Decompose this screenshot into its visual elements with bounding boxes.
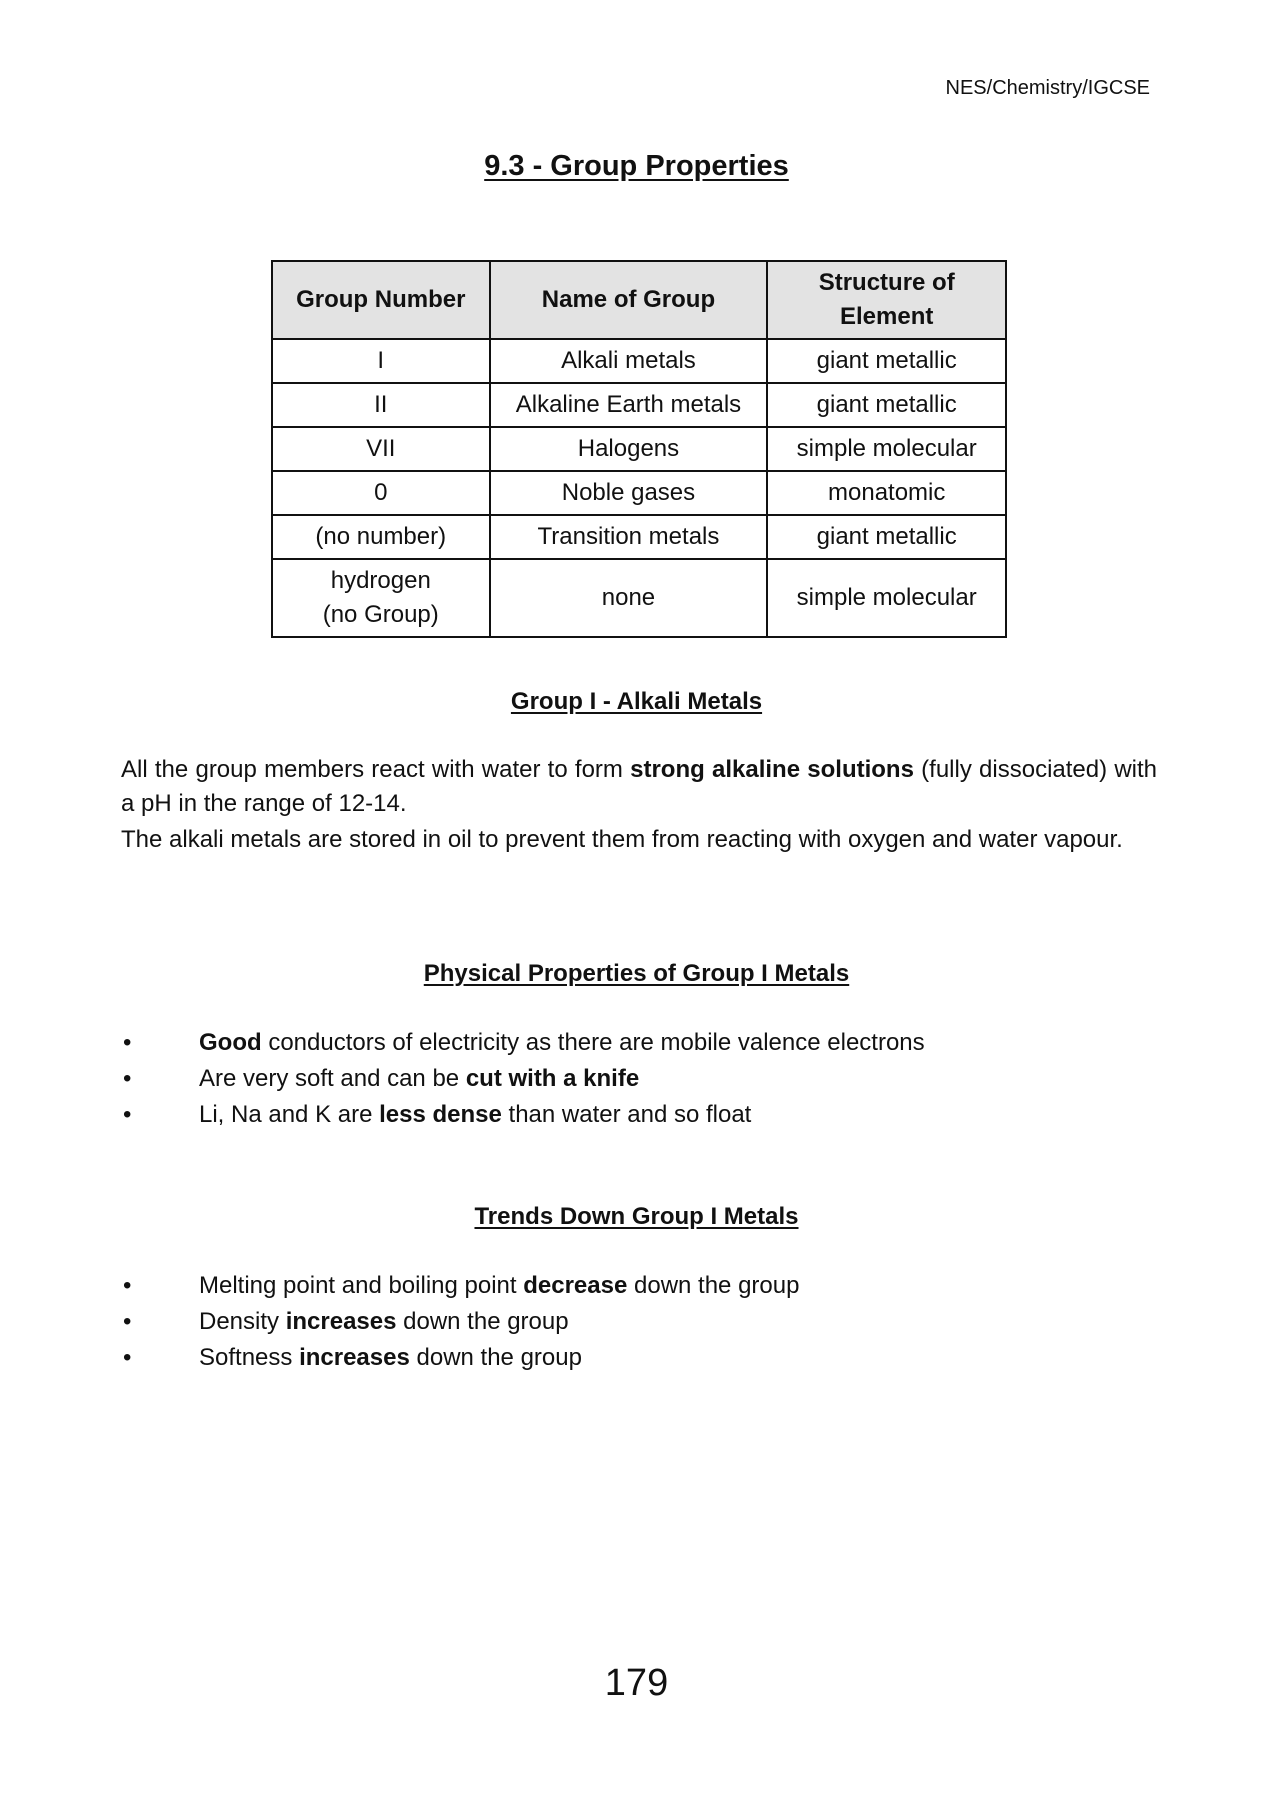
page-title: 9.3 - Group Properties: [484, 150, 789, 182]
trends-list: [121, 1268, 1157, 1376]
paragraph-storage: The alkali metals are stored in oil to prevent them from reacting with oxygen and water vapour.: [121, 826, 1123, 853]
bold-text: increases: [299, 1344, 410, 1371]
table-cell: hydrogen (no Group): [272, 559, 490, 637]
bullet-icon: •: [123, 1272, 132, 1299]
bold-text: increases: [285, 1308, 397, 1335]
section-heading-trends: Trends Down Group I Metals: [474, 1203, 799, 1230]
text-run: down the group: [627, 1272, 800, 1299]
text-run: Are very soft and can be: [199, 1065, 466, 1092]
bullet-icon: •: [123, 1029, 132, 1056]
table-cell: I: [272, 339, 490, 383]
table-row: [272, 559, 1006, 637]
page-number: 179: [604, 1662, 669, 1704]
table-cell: Alkali metals: [490, 339, 768, 383]
bold-text: decrease: [523, 1272, 628, 1299]
list-item: [121, 1268, 1157, 1304]
text-run: All the group members react with water to form: [121, 756, 631, 783]
list-item: [121, 1025, 1157, 1061]
text-run: down the group: [409, 1344, 582, 1371]
bold-text: strong alkaline solutions: [630, 756, 914, 783]
list-item: [121, 1340, 1157, 1376]
table-cell: (no number): [272, 515, 490, 559]
bullet-icon: •: [123, 1344, 132, 1371]
table-cell: none: [490, 559, 768, 637]
text-run: conductors of electricity as there are mobile valence electrons: [261, 1029, 925, 1056]
bold-text: cut with a knife: [465, 1065, 640, 1092]
list-item: [121, 1061, 1157, 1097]
column-header: Group Number: [272, 261, 490, 339]
table-cell: simple molecular: [767, 427, 1006, 471]
table-row: [272, 427, 1006, 471]
table-cell: II: [272, 383, 490, 427]
table-cell: Halogens: [490, 427, 768, 471]
text-run: Softness: [199, 1344, 300, 1371]
bold-text: Good: [199, 1029, 262, 1056]
table-row: [272, 471, 1006, 515]
group-table: [271, 260, 1007, 638]
paragraph-alkaline-solutions: [121, 753, 1157, 821]
text-run: Li, Na and K are: [199, 1101, 380, 1128]
table-row: [272, 515, 1006, 559]
text-run: (fully dissociated) with a pH in the range of 12-14.: [121, 756, 1157, 817]
table-cell: giant metallic: [767, 515, 1006, 559]
table-cell: Transition metals: [490, 515, 768, 559]
table-cell: giant metallic: [767, 339, 1006, 383]
table-row: [272, 339, 1006, 383]
text-run: Melting point and boiling point: [199, 1272, 524, 1299]
bullet-icon: •: [123, 1065, 132, 1092]
text-run: down the group: [396, 1308, 569, 1335]
table-cell: simple molecular: [767, 559, 1006, 637]
table-row: [272, 383, 1006, 427]
table-cell: giant metallic: [767, 383, 1006, 427]
table-cell: Alkaline Earth metals: [490, 383, 768, 427]
table-cell: VII: [272, 427, 490, 471]
table-cell: 0: [272, 471, 490, 515]
table-header-row: [272, 261, 1006, 339]
physical-properties-list: [121, 1025, 1157, 1133]
section-heading-alkali-metals: Group I - Alkali Metals: [510, 688, 763, 715]
table-cell: Noble gases: [490, 471, 768, 515]
section-heading-physical-properties: Physical Properties of Group I Metals: [423, 960, 850, 987]
column-header: Name of Group: [490, 261, 768, 339]
bullet-icon: •: [123, 1101, 132, 1128]
table-cell: monatomic: [767, 471, 1006, 515]
bullet-icon: •: [123, 1308, 132, 1335]
list-item: [121, 1304, 1157, 1340]
text-run: than water and so float: [501, 1101, 752, 1128]
text-run: Density: [199, 1308, 286, 1335]
list-item: [121, 1097, 1157, 1133]
bold-text: less dense: [379, 1101, 502, 1128]
column-header: Structure of Element: [767, 261, 1006, 339]
header-tag: NES/Chemistry/IGCSE: [945, 77, 1150, 99]
